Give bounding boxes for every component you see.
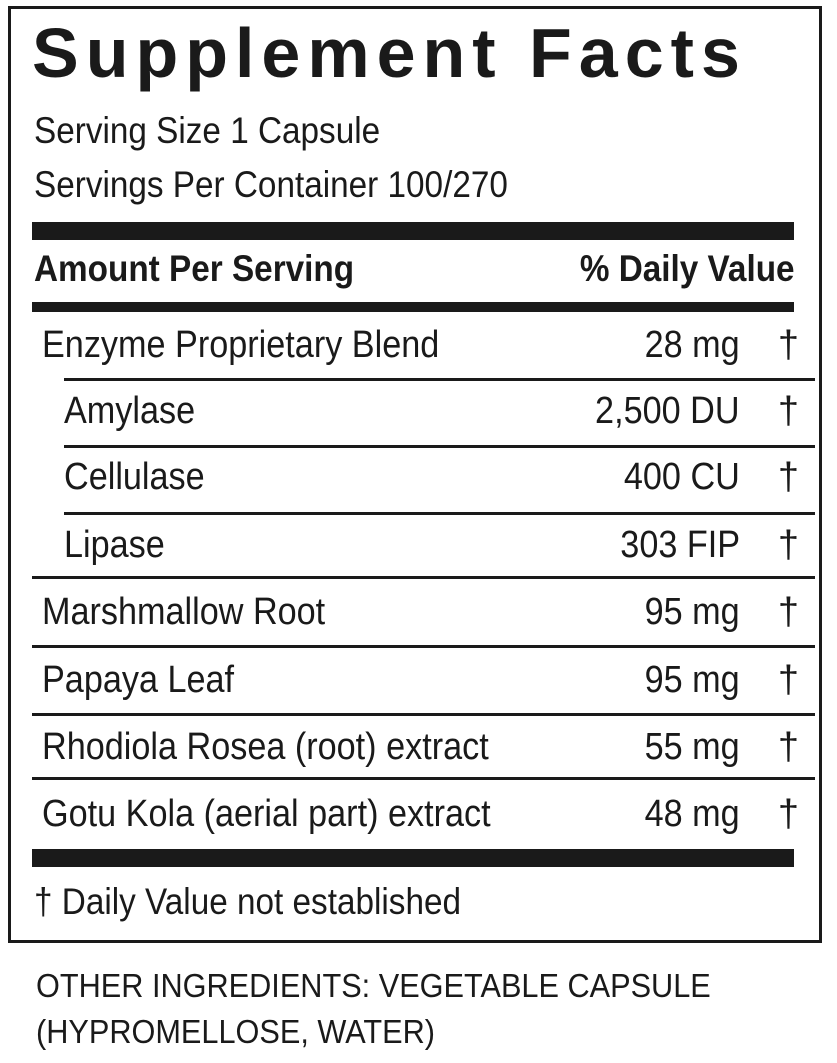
serving-size: Serving Size 1 Capsule (34, 110, 381, 151)
thick-divider-top (32, 222, 794, 240)
nutrient-name: Rhodiola Rosea (root) extract (42, 726, 489, 768)
other-ingredients-line-2: (HYPROMELLOSE, WATER) (36, 1013, 436, 1050)
dagger-symbol: † (777, 456, 799, 498)
nutrient-name: Marshmallow Root (42, 591, 326, 633)
dagger-symbol: † (777, 659, 799, 701)
row-divider (32, 713, 815, 716)
row-divider (32, 777, 815, 780)
dagger-symbol: † (777, 390, 799, 432)
nutrient-name: Enzyme Proprietary Blend (42, 324, 440, 366)
row-divider (64, 512, 815, 515)
header-divider (32, 302, 794, 312)
dagger-symbol: † (777, 324, 799, 366)
row-divider (64, 445, 815, 448)
row-divider (32, 576, 815, 579)
row-divider (32, 645, 815, 648)
servings-per-container: Servings Per Container 100/270 (34, 164, 508, 205)
nutrient-name: Lipase (64, 524, 165, 566)
nutrient-amount: 303 FIP (620, 524, 740, 566)
header-daily-value: % Daily Value (580, 248, 795, 289)
nutrient-amount: 28 mg (644, 324, 740, 366)
dagger-symbol: † (777, 726, 799, 768)
header-amount-per-serving: Amount Per Serving (34, 248, 355, 289)
nutrient-amount: 95 mg (644, 591, 740, 633)
dagger-symbol: † (777, 524, 799, 566)
nutrient-amount: 48 mg (644, 793, 740, 835)
panel-title: Supplement Facts (32, 14, 747, 92)
nutrient-amount: 55 mg (644, 726, 740, 768)
nutrient-name: Amylase (64, 390, 196, 432)
footnote: † Daily Value not established (34, 881, 462, 922)
dagger-symbol: † (777, 591, 799, 633)
nutrient-amount: 400 CU (624, 456, 740, 498)
nutrient-name: Papaya Leaf (42, 659, 235, 701)
other-ingredients-line-1: OTHER INGREDIENTS: VEGETABLE CAPSULE (36, 967, 711, 1004)
nutrient-amount: 95 mg (644, 659, 740, 701)
row-divider (64, 378, 815, 381)
thick-divider-bottom (32, 849, 794, 867)
dagger-symbol: † (777, 793, 799, 835)
nutrient-amount: 2,500 DU (595, 390, 740, 432)
nutrient-name: Gotu Kola (aerial part) extract (42, 793, 491, 835)
nutrient-name: Cellulase (64, 456, 205, 498)
